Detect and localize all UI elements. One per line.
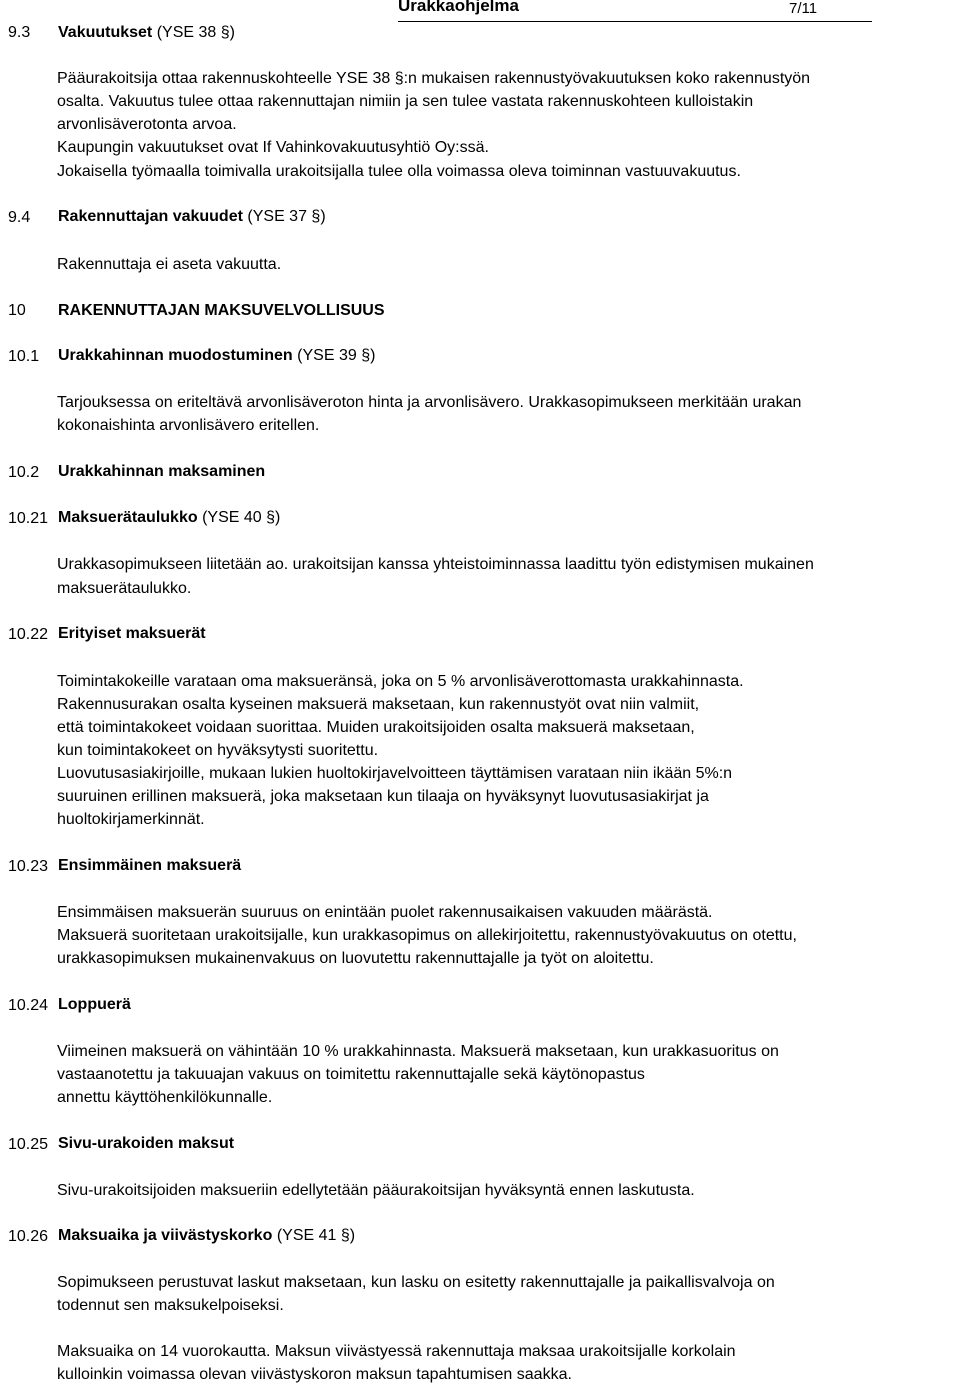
section-title-10-23: Ensimmäinen maksuerä bbox=[58, 857, 242, 874]
section-title-10-25: Sivu-urakoiden maksut bbox=[58, 1135, 235, 1152]
section-title-9-4: Rakennuttajan vakuudet bbox=[58, 208, 243, 225]
section-number-10-2: 10.2 bbox=[8, 464, 40, 481]
section-heading-10-24 bbox=[58, 996, 131, 1014]
section-heading-10-23 bbox=[58, 857, 241, 875]
paragraph-line: Jokaisella työmaalla toimivalla urakoitsijalla tulee olla voimassa oleva toiminnan vastuuvakuutus. bbox=[57, 163, 741, 180]
section-title-10-1: Urakkahinnan muodostuminen bbox=[58, 347, 293, 364]
paragraph-line: Urakkasopimukseen liitetään ao. urakoitsijan kanssa yhteistoiminnassa laadittu työn edistymisen mukainen bbox=[57, 556, 814, 573]
section-number-9-3: 9.3 bbox=[8, 24, 31, 41]
paragraph-line: Tarjouksessa on eriteltävä arvonlisäveroton hinta ja arvonlisävero. Urakkasopimukseen merkitään urakan bbox=[57, 394, 802, 411]
section-ref-10-26: (YSE 41 §) bbox=[276, 1227, 356, 1244]
section-title-10-22: Erityiset maksuerät bbox=[58, 625, 206, 642]
section-ref-9-3: (YSE 38 §) bbox=[156, 24, 235, 41]
section-number-10-24: 10.24 bbox=[8, 997, 49, 1014]
paragraph-line: urakkasopimuksen mukainenvakuus on luovutettu rakennuttajalle ja työt on aloitettu. bbox=[57, 950, 654, 967]
header-divider bbox=[398, 21, 872, 22]
paragraph-line: Rakennusurakan osalta kyseinen maksuerä maksetaan, kun rakennustyöt ovat niin valmiit, bbox=[57, 696, 700, 713]
section-title-10-24: Loppuerä bbox=[58, 996, 131, 1013]
section-heading-10-26 bbox=[58, 1227, 355, 1245]
document-title: Urakkaohjelma bbox=[398, 0, 519, 15]
paragraph-line: todennut sen maksukelpoiseksi. bbox=[57, 1297, 284, 1314]
paragraph-line: kulloinkin voimassa olevan viivästyskoron maksun tapahtumisen saakka. bbox=[57, 1366, 572, 1383]
paragraph-line: Rakennuttaja ei aseta vakuutta. bbox=[57, 256, 282, 273]
section-heading-10-21 bbox=[58, 509, 280, 527]
paragraph-line: Luovutusasiakirjoille, mukaan lukien huoltokirjavelvoitteen täyttämisen varataan niin ikään 5%:n bbox=[57, 765, 733, 782]
section-heading-9-3 bbox=[58, 24, 235, 42]
paragraph-line: kokonaishinta arvonlisävero eritellen. bbox=[57, 417, 320, 434]
section-number-10-1: 10.1 bbox=[8, 348, 40, 365]
paragraph-line: Sivu-urakoitsijoiden maksueriin edellytetään pääurakoitsijan hyväksyntä ennen laskutusta. bbox=[57, 1182, 695, 1199]
section-heading-10-2 bbox=[58, 463, 265, 481]
section-title-10: RAKENNUTTAJAN MAKSUVELVOLLISUUS bbox=[58, 302, 385, 319]
paragraph-line: Pääurakoitsija ottaa rakennuskohteelle YSE 38 §:n mukaisen rakennustyövakuutuksen koko rakennustyön bbox=[57, 70, 811, 87]
section-heading-10-25 bbox=[58, 1135, 234, 1153]
section-heading-10-1 bbox=[58, 347, 375, 365]
paragraph-line: kun toimintakokeet on hyväksytysti suoritettu. bbox=[57, 742, 379, 759]
section-ref-10-1: (YSE 39 §) bbox=[297, 347, 376, 364]
section-heading-9-4 bbox=[58, 208, 326, 226]
paragraph-line: annettu käyttöhenkilökunnalle. bbox=[57, 1089, 273, 1106]
section-title-9-3: Vakuutukset bbox=[58, 24, 153, 41]
paragraph-line: Ensimmäisen maksuerän suuruus on enintään puolet rakennusaikaisen vakuuden määrästä. bbox=[57, 904, 713, 921]
paragraph-line: huoltokirjamerkinnät. bbox=[57, 811, 205, 828]
paragraph-line: Kaupungin vakuutukset ovat If Vahinkovakuutusyhtiö Oy:ssä. bbox=[57, 139, 489, 156]
section-title-10-21: Maksuerätaulukko bbox=[58, 509, 198, 526]
section-heading-10-22 bbox=[58, 625, 206, 643]
paragraph-line: osalta. Vakuutus tulee ottaa rakennuttajan nimiin ja sen tulee vastata rakennuskohteen kulloistakin bbox=[57, 93, 754, 110]
paragraph-line: Maksuerä suoritetaan urakoitsijalle, kun urakkasopimus on allekirjoitettu, rakennustyövakuutus on otettu, bbox=[57, 927, 797, 944]
page-number: 7/11 bbox=[789, 0, 818, 17]
section-number-10: 10 bbox=[8, 302, 26, 319]
section-ref-10-21: (YSE 40 §) bbox=[202, 509, 281, 526]
section-title-10-2: Urakkahinnan maksaminen bbox=[58, 463, 266, 480]
paragraph-line: Toimintakokeille varataan oma maksueränsä, joka on 5 % arvonlisäverottomasta urakkahinnasta. bbox=[57, 673, 744, 690]
section-heading-10 bbox=[58, 302, 385, 320]
section-number-10-25: 10.25 bbox=[8, 1136, 49, 1153]
paragraph-line: että toimintakokeet voidaan suorittaa. Muiden urakoitsijoiden osalta maksuerä maksetaan, bbox=[57, 719, 695, 736]
paragraph-line: suuruinen erillinen maksuerä, joka maksetaan kun tilaaja on hyväksynyt luovutusasiakirjat ja bbox=[57, 788, 709, 805]
paragraph-line: Maksuaika on 14 vuorokautta. Maksun viivästyessä rakennuttaja maksaa urakoitsijalle korkolain bbox=[57, 1343, 736, 1360]
section-number-10-23: 10.23 bbox=[8, 858, 49, 875]
paragraph-line: Viimeinen maksuerä on vähintään 10 % urakkahinnasta. Maksuerä maksetaan, kun urakkasuoritus on bbox=[57, 1043, 779, 1060]
section-number-10-22: 10.22 bbox=[8, 626, 49, 643]
section-title-10-26: Maksuaika ja viivästyskorko bbox=[58, 1227, 273, 1244]
section-number-10-26: 10.26 bbox=[8, 1228, 49, 1245]
section-ref-9-4: (YSE 37 §) bbox=[247, 208, 326, 225]
paragraph-line: Sopimukseen perustuvat laskut maksetaan, kun lasku on esitetty rakennuttajalle ja paikallisvalvoja on bbox=[57, 1274, 775, 1291]
section-number-10-21: 10.21 bbox=[8, 510, 49, 527]
section-number-9-4: 9.4 bbox=[8, 209, 31, 226]
paragraph-line: vastaanotettu ja takuuajan vakuus on toimitettu rakennuttajalle sekä käytönopastus bbox=[57, 1066, 645, 1083]
paragraph-line: maksuerätaulukko. bbox=[57, 580, 192, 597]
paragraph-line: arvonlisäverotonta arvoa. bbox=[57, 116, 237, 133]
